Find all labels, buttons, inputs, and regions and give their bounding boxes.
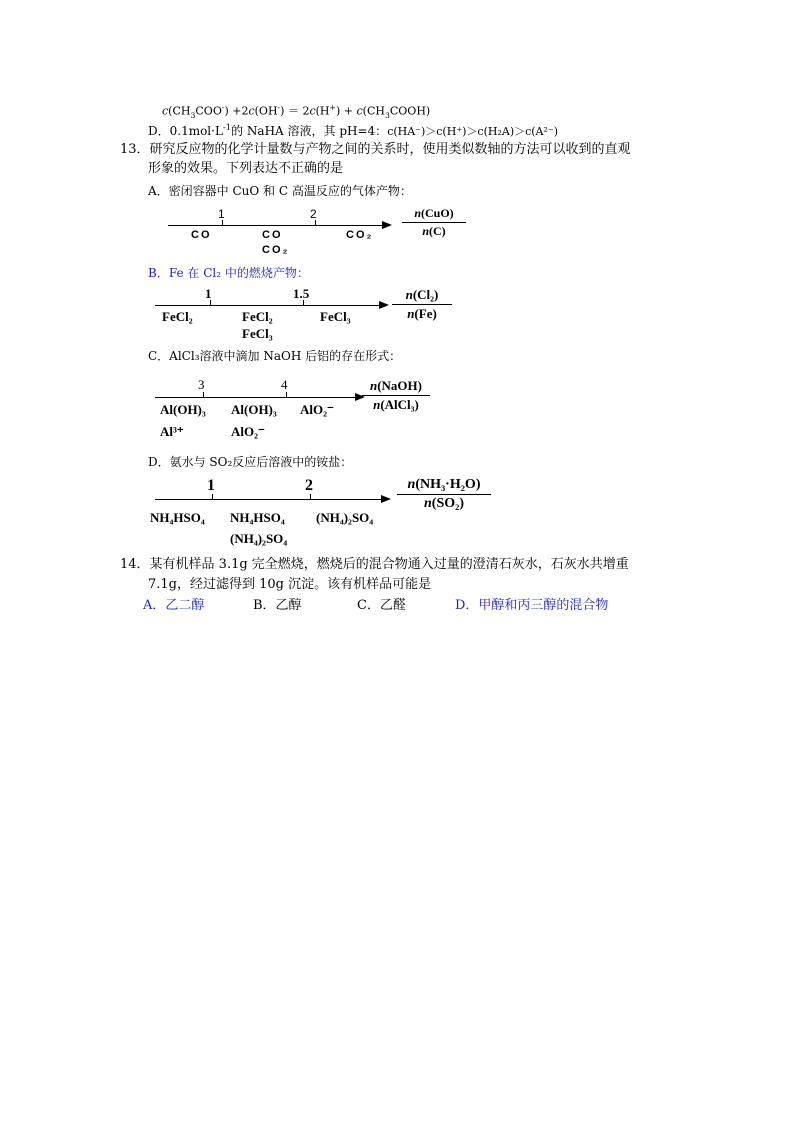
q13-a-product: CO₂ (262, 244, 290, 256)
q13-d-product: NH₄HSO₄ (230, 510, 285, 525)
q13-a-product: CO (262, 229, 283, 241)
q14-stem-line2: 7.1g，经过滤得到 10g 沉淀。该有机样品可能是 (148, 577, 432, 592)
q13-b-tick-2: 1.5 (293, 286, 310, 301)
q13-d-product: (NH₄)₂SO₄ (316, 510, 374, 525)
q13-d-ratio-den: n(SO₂) (424, 496, 464, 511)
q13-b-ratio-num: n(Cl₂) (405, 287, 439, 302)
q13-option-b-caption: B．Fe 在 Cl₂ 中的燃烧产物： (148, 266, 309, 280)
q13-d-tick-2: 2 (305, 477, 313, 494)
q13-b-product: FeCl₃ (242, 326, 273, 341)
q13-a-ratio (402, 206, 466, 239)
q13-option-a-caption: A．密闭容器中 CuO 和 C 高温反应的气体产物： (148, 184, 412, 198)
q13-stem-line2: 形象的效果。下列表达不正确的是 (148, 161, 344, 176)
q13-c-ratio (362, 378, 430, 413)
q13-c-product: Al(OH)₃ (231, 402, 277, 417)
q14-option-d: D．甲醇和丙三醇的混合物 (455, 598, 609, 613)
q13-option-d-caption: D．氨水与 SO₂反应后溶液中的铵盐： (148, 455, 353, 469)
q13-stem-line1: 13．研究反应物的化学计量数与产物之间的关系时，使用类似数轴的方法可以收到的直观 (120, 142, 631, 157)
q14-stem-line1: 14．某有机样品 3.1g 完全燃烧，燃烧后的混合物通入过量的澄清石灰水，石灰水共增重 (120, 557, 629, 572)
q13-c-tick-2: 4 (281, 377, 288, 392)
q13-c-ratio-den: n(AlCl₃) (373, 397, 419, 412)
q14-option-b: B．乙醇 (253, 598, 302, 613)
q13-a-ratio-den: n(C) (422, 224, 446, 238)
q13-b-product: FeCl₃ (320, 309, 351, 324)
q13-b-ratio (392, 287, 452, 322)
q12-option-d: D．$0.1mol\cdot L^{-1}$的 NaHA 溶液，其 pH=4：c(HA⁻)＞c(H⁺)＞c(H₂A)＞c(A²⁻) (148, 122, 559, 138)
q13-d-ratio (397, 477, 491, 512)
q12-equation-line: $c(CH_3COO^-) +2c(OH^-) = 2c(H^+)$ + $c(CH_3COOH)$ (162, 103, 431, 120)
q13-c-product: AlO₂⁻ (300, 402, 334, 417)
q13-a-tick-1: 1 (218, 207, 225, 221)
q13-option-c-caption: C．AlCl₃溶液中滴加 NaOH 后铝的存在形式： (148, 349, 402, 363)
q13-c-product: AlO₂⁻ (231, 424, 265, 439)
q14-option-c: C．乙醛 (357, 598, 406, 613)
q13-b-product: FeCl₂ (162, 309, 193, 324)
q13-d-product: (NH₄)₂SO₄ (230, 531, 288, 546)
q13-b-tick-1: 1 (205, 286, 212, 301)
q13-d-tick-1: 1 (207, 477, 215, 494)
q13-a-product: CO (191, 229, 212, 241)
q13-b-ratio-den: n(Fe) (407, 306, 437, 321)
q14-option-a: A．乙二醇 (143, 598, 205, 613)
q13-c-product: Al(OH)₃ (160, 402, 206, 417)
q13-b-product: FeCl₂ (242, 309, 273, 324)
q13-d-ratio-num: n(NH₃·H₂O) (407, 477, 481, 492)
q13-c-ratio-num: n(NaOH) (369, 378, 422, 393)
q13-d-product: NH₄HSO₄ (150, 510, 205, 525)
q13-c-tick-1: 3 (198, 377, 205, 392)
q13-c-product: Al³⁺ (160, 424, 184, 439)
q13-a-product: CO₂ (346, 229, 374, 241)
q13-a-ratio-num: n(CuO) (414, 206, 454, 220)
q13-a-tick-2: 2 (310, 207, 317, 221)
